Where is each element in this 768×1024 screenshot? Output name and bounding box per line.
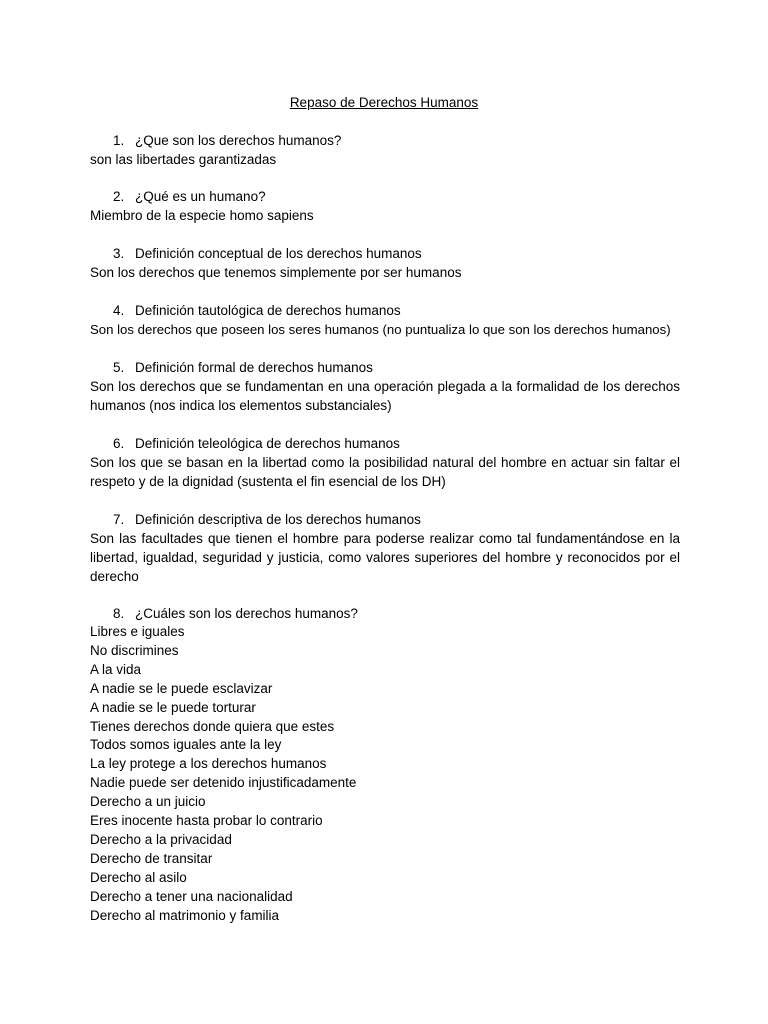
answer-6: Son los que se basan en la libertad como la posibilidad natural del hombre en actuar sin faltar el respeto y de la dignidad (sustenta el fin esencial de los DH) <box>90 455 680 489</box>
question-text: ¿Cuáles son los derechos humanos? <box>135 606 358 621</box>
answer-2: Miembro de la especie homo sapiens <box>90 208 314 223</box>
answer-1: son las libertades garantizadas <box>90 152 277 167</box>
question-8 <box>113 604 358 623</box>
list-item: Derecho de transitar <box>90 850 213 866</box>
question-text: Definición descriptiva de los derechos humanos <box>135 512 421 527</box>
question-text: Definición teleológica de derechos humanos <box>135 436 400 451</box>
question-number: 1. <box>113 133 125 148</box>
list-item: Eres inocente hasta probar lo contrario <box>90 813 323 829</box>
answer-4: Son los derechos que poseen los seres humanos (no puntualiza lo que son los derechos humanos) <box>90 322 671 337</box>
question-text: ¿Que son los derechos humanos? <box>135 133 342 148</box>
question-6 <box>113 434 400 453</box>
list-item: Nadie puede ser detenido injustificadamente <box>90 775 357 791</box>
list-item: Libres e iguales <box>90 624 185 639</box>
list-item: Derecho al matrimonio y familia <box>90 907 280 923</box>
question-3 <box>113 244 422 263</box>
question-number: 3. <box>113 246 125 261</box>
question-7 <box>113 510 421 529</box>
list-item: A nadie se le puede esclavizar <box>90 680 273 696</box>
list-item: A la vida <box>90 661 142 677</box>
list-item: Tienes derechos donde quiera que estes <box>90 718 335 734</box>
question-number: 2. <box>113 189 125 204</box>
list-item: Derecho al asilo <box>90 869 187 885</box>
question-4 <box>113 301 401 320</box>
list-item: Derecho a tener una nacionalidad <box>90 888 293 904</box>
question-text: ¿Qué es un humano? <box>135 189 266 204</box>
question-5 <box>113 358 373 377</box>
list-item: Derecho a la privacidad <box>90 831 232 847</box>
list-item: La ley protege a los derechos humanos <box>90 756 327 772</box>
list-item: Derecho a un juicio <box>90 794 206 810</box>
question-text: Definición tautológica de derechos humanos <box>135 303 401 318</box>
question-text: Definición conceptual de los derechos humanos <box>135 246 422 261</box>
list-item: A nadie se le puede torturar <box>90 699 256 715</box>
question-1 <box>113 131 341 150</box>
answer-5: Son los derechos que se fundamentan en una operación plegada a la formalidad de los derechos humanos (nos indica los elementos substanciales) <box>90 379 680 413</box>
list-item: No discrimines <box>90 642 179 658</box>
question-text: Definición formal de derechos humanos <box>135 360 373 375</box>
document-title: Repaso de Derechos Humanos <box>289 95 479 110</box>
question-number: 6. <box>113 436 125 451</box>
answer-3: Son los derechos que tenemos simplemente por ser humanos <box>90 265 462 280</box>
list-item: Todos somos iguales ante la ley <box>90 737 282 753</box>
question-number: 4. <box>113 303 125 318</box>
question-number: 7. <box>113 512 125 527</box>
question-number: 8. <box>113 606 125 621</box>
question-2 <box>113 187 266 206</box>
answer-7: Son las facultades que tienen el hombre para poderse realizar como tal fundamentándose en la libertad, igualdad, seguridad y justicia, como valores superiores del hombre y reconocidos por el derecho <box>90 531 680 584</box>
rights-list <box>90 623 356 926</box>
question-number: 5. <box>113 360 125 375</box>
